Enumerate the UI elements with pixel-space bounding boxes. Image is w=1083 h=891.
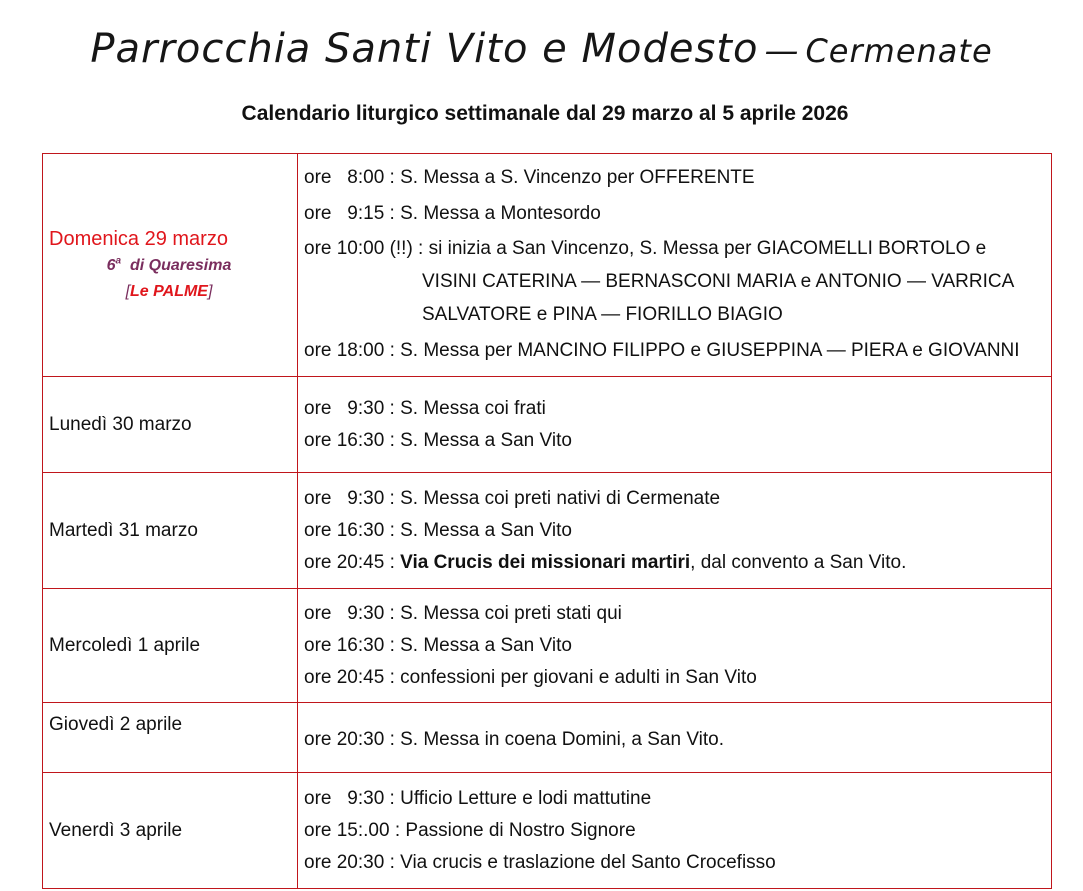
day-label: Giovedì 2 aprile	[49, 714, 183, 735]
event-line	[304, 232, 1051, 266]
event-time: ore 9:30 :	[304, 397, 401, 419]
feast-label	[49, 279, 289, 305]
events-cell-monday	[298, 377, 1052, 473]
event-time: ore 20:45 :	[304, 666, 401, 688]
table-row-monday	[43, 377, 1052, 473]
table-row-sunday	[43, 154, 1052, 377]
event-time: ore 9:15 :	[304, 203, 401, 224]
event-line	[304, 483, 1051, 515]
liturgical-label: di Quaresima	[129, 257, 232, 274]
ordinal-number: 6	[106, 257, 116, 274]
event-line	[304, 515, 1051, 547]
event-text: VISINI CATERINA — BERNASCONI MARIA e ANTONIO — VARRICA	[422, 271, 1015, 292]
event-line	[304, 332, 1051, 370]
table-row-friday	[43, 773, 1052, 889]
table-row-thursday	[43, 703, 1052, 773]
event-time: ore 16:30 :	[304, 634, 401, 656]
day-cell-tuesday	[43, 473, 298, 589]
event-text: S. Messa a San Vito	[400, 634, 572, 656]
events-cell-thursday	[298, 703, 1052, 773]
event-time: ore 20:30 :	[304, 851, 401, 873]
day-cell-wednesday	[43, 589, 298, 703]
event-text: S. Messa a San Vito	[400, 429, 572, 451]
event-line	[304, 847, 1051, 879]
event-line	[304, 783, 1051, 815]
ordinal-superscript: a	[115, 255, 122, 267]
bracket-open: [	[125, 283, 131, 300]
day-cell-monday	[43, 377, 298, 473]
event-time: ore 10:00 (!!) :	[304, 238, 429, 259]
event-line-continued	[304, 298, 1051, 332]
bracket-close: ]	[207, 283, 213, 300]
event-text-bold: Via Crucis dei missionari martiri	[400, 551, 691, 573]
day-cell-thursday	[43, 703, 298, 773]
day-label: Venerdì 3 aprile	[49, 819, 183, 841]
day-cell-sunday	[43, 154, 298, 377]
event-time: ore 20:30 :	[304, 728, 401, 750]
event-line	[304, 547, 1051, 579]
town-name: Cermenate	[805, 32, 993, 70]
event-text: S. Messa coi frati	[400, 397, 546, 419]
day-label: Martedì 31 marzo	[49, 519, 198, 541]
event-text: S. Messa coi preti stati qui	[400, 602, 622, 624]
event-line	[304, 393, 1051, 425]
events-cell-sunday	[298, 154, 1052, 377]
calendar-subtitle: Calendario liturgico settimanale dal 29 marzo al 5 aprile 2026	[241, 102, 849, 125]
event-text: S. Messa in coena Domini, a San Vito.	[400, 728, 724, 750]
liturgical-week	[49, 253, 289, 279]
events-cell-tuesday	[298, 473, 1052, 589]
event-time: ore 16:30 :	[304, 519, 401, 541]
event-line-continued	[304, 266, 1051, 298]
event-line	[304, 598, 1051, 630]
event-text: Ufficio Letture e lodi mattutine	[400, 787, 652, 809]
event-line	[304, 815, 1051, 847]
event-text: confessioni per giovani e adulti in San Vito	[400, 666, 757, 688]
event-time: ore 18:00 :	[304, 340, 401, 361]
event-line	[304, 425, 1051, 457]
event-text: S. Messa per MANCINO FILIPPO e GIUSEPPINA — PIERA e GIOVANNI	[400, 340, 1020, 361]
event-text: SALVATORE e PINA — FIORILLO BIAGIO	[422, 304, 783, 325]
event-text: si inizia a San Vincenzo, S. Messa per GIACOMELLI BORTOLO e	[428, 238, 987, 259]
day-label: Domenica 29 marzo	[49, 228, 228, 250]
event-time: ore 9:30 :	[304, 487, 401, 509]
day-label: Lunedì 30 marzo	[49, 413, 192, 435]
title-dash: —	[764, 31, 800, 71]
table-row-tuesday	[43, 473, 1052, 589]
parish-title	[0, 26, 1083, 72]
feast-name: Le PALME	[130, 283, 208, 300]
day-cell-friday	[43, 773, 298, 889]
event-text: S. Messa a S. Vincenzo per OFFERENTE	[400, 167, 755, 188]
liturgical-calendar-table	[42, 153, 1052, 889]
events-cell-friday	[298, 773, 1052, 889]
event-text: Via crucis e traslazione del Santo Crocefisso	[400, 851, 776, 873]
parish-name: Parrocchia Santi Vito e Modesto	[90, 26, 759, 72]
event-time: ore 8:00 :	[304, 167, 401, 188]
event-line	[304, 196, 1051, 232]
event-line	[304, 160, 1051, 196]
event-text: S. Messa a Montesordo	[400, 203, 601, 224]
table-row-wednesday	[43, 589, 1052, 703]
event-text: S. Messa coi preti nativi di Cermenate	[400, 487, 721, 509]
event-text: S. Messa a San Vito	[400, 519, 572, 541]
event-line	[304, 720, 1051, 756]
event-line	[304, 662, 1051, 694]
day-label: Mercoledì 1 aprile	[49, 634, 201, 656]
event-time: ore 9:30 :	[304, 602, 401, 624]
event-time: ore 9:30 :	[304, 787, 401, 809]
event-line	[304, 630, 1051, 662]
event-time: ore 16:30 :	[304, 429, 401, 451]
event-time: ore 20:45 :	[304, 551, 401, 573]
event-text: , dal convento a San Vito.	[690, 551, 907, 573]
event-text: Passione di Nostro Signore	[405, 819, 636, 841]
event-time: ore 15:.00 :	[304, 819, 406, 841]
events-cell-wednesday	[298, 589, 1052, 703]
